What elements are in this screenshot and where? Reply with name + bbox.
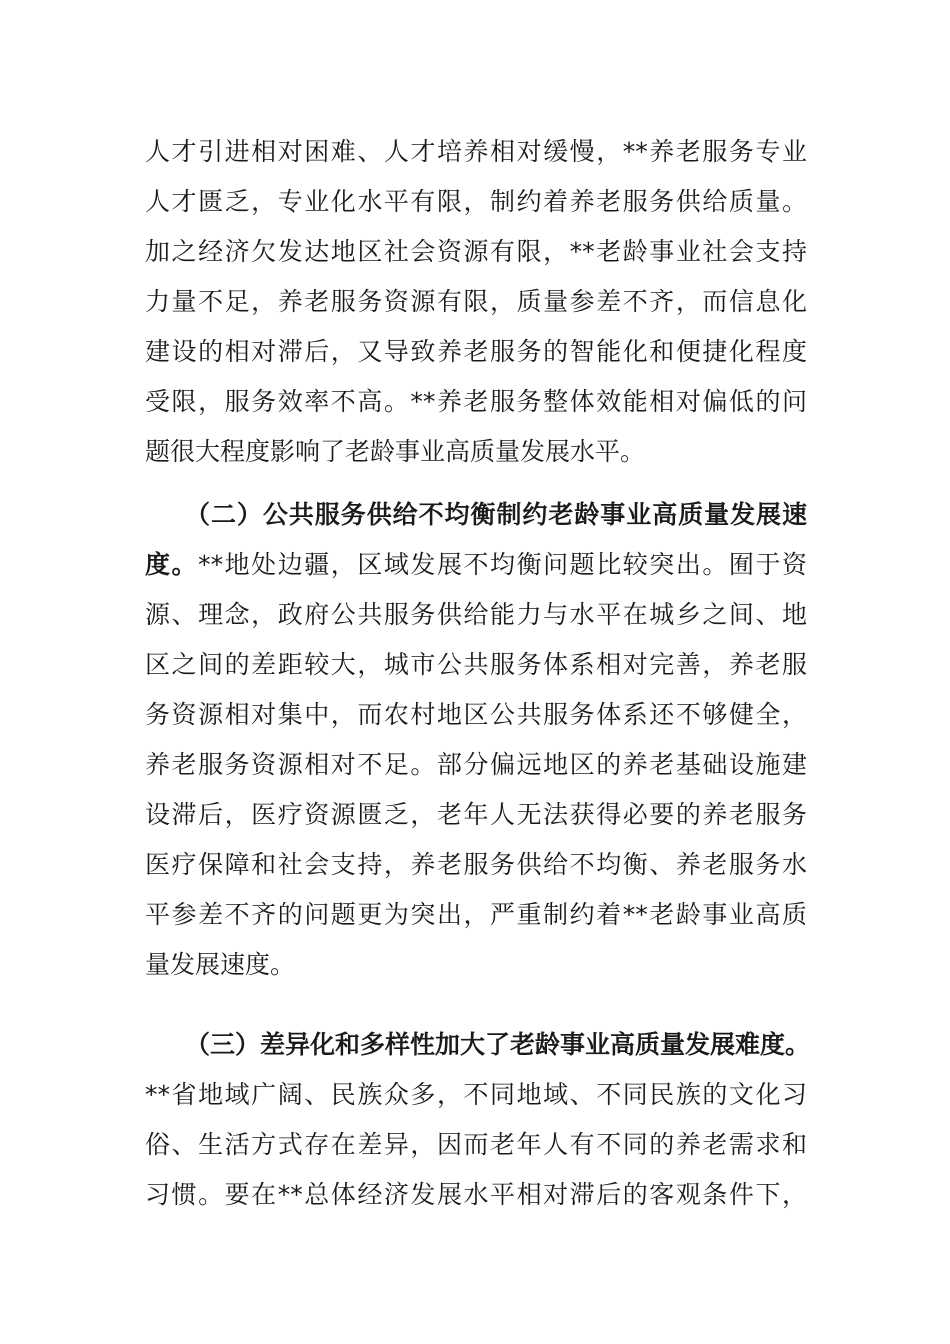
text-line: 养老服务资源相对不足。部分偏远地区的养老基础设施建 <box>145 750 807 779</box>
text-line <box>145 540 807 590</box>
text-line: 平参差不齐的问题更为突出，严重制约着**老龄事业高质 <box>145 900 807 929</box>
text-line: 人才匮乏，专业化水平有限，制约着养老服务供给质量。 <box>145 187 807 216</box>
text-line: 受限，服务效率不高。**养老服务整体效能相对偏低的问 <box>145 387 807 416</box>
text-line: **省地域广阔、民族众多，不同地域、不同民族的文化习 <box>145 1080 807 1109</box>
text-line: 题很大程度影响了老龄事业高质量发展水平。 <box>145 437 646 466</box>
text-line: 建设的相对滞后，又导致养老服务的智能化和便捷化程度 <box>145 337 807 366</box>
section-heading-tail: 度。 <box>145 550 199 579</box>
text-line: 人才引进相对困难、人才培养相对缓慢，**养老服务专业 <box>145 137 807 166</box>
text-line: 务资源相对集中，而农村地区公共服务体系还不够健全， <box>145 700 807 729</box>
text-line: 源、理念，政府公共服务供给能力与水平在城乡之间、地 <box>145 600 807 629</box>
text-line: 量发展速度。 <box>145 950 296 979</box>
text-line: 区之间的差距较大，城市公共服务体系相对完善，养老服 <box>145 650 807 679</box>
text-line: 习惯。要在**总体经济发展水平相对滞后的客观条件下， <box>145 1180 807 1209</box>
section-heading: （二）公共服务供给不均衡制约老龄事业高质量发展速 <box>185 500 807 529</box>
text-span: **地处边疆，区域发展不均衡问题比较突出。囿于资 <box>198 550 807 579</box>
text-line: 加之经济欠发达地区社会资源有限，**老龄事业社会支持 <box>145 237 807 266</box>
text-line: 俗、生活方式存在差异，因而老年人有不同的养老需求和 <box>145 1130 807 1159</box>
section-heading: （三）差异化和多样性加大了老龄事业高质量发展难度。 <box>185 1030 811 1059</box>
text-line: 医疗保障和社会支持，养老服务供给不均衡、养老服务水 <box>145 850 807 879</box>
text-line: 设滞后，医疗资源匮乏，老年人无法获得必要的养老服务 <box>145 800 807 829</box>
text-line: 力量不足，养老服务资源有限，质量参差不齐，而信息化 <box>145 287 807 316</box>
